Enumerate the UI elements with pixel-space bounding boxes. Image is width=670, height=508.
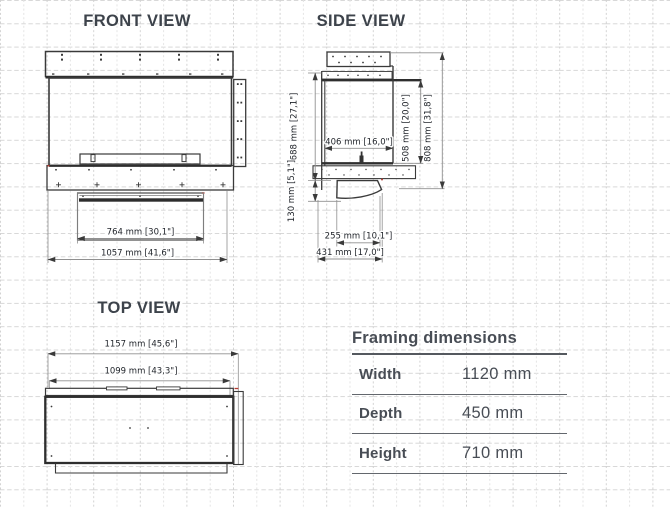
framing-table-title: Framing dimensions (352, 329, 567, 355)
dim-label-side-frame-height: 508 mm [20,0"] (401, 94, 412, 162)
row-value-depth: 450 mm (462, 404, 524, 423)
dim-label-side-body-height: 688 mm [27,1"] (289, 92, 300, 161)
table-row (352, 395, 567, 435)
dim-label-front-outer-width: 1057 mm [41,6"] (100, 248, 175, 259)
side-view-drawing (287, 52, 445, 263)
side-screw-dots (321, 56, 409, 176)
row-label-height: Height (359, 444, 407, 462)
side-view-title: SIDE VIEW (316, 12, 406, 30)
table-row (352, 355, 567, 395)
front-view-title: FRONT VIEW (83, 12, 191, 30)
dim-label-top-outer-width: 1157 mm [45,6"] (104, 339, 178, 350)
front-side-strip (234, 80, 246, 167)
top-screw-dots (51, 406, 228, 457)
dim-label-top-inner-width: 1099 mm [43,3"] (104, 366, 178, 377)
top-view-drawing (45, 340, 243, 474)
side-mount-strip (322, 72, 393, 80)
top-body (45, 397, 233, 463)
row-label-width: Width (359, 365, 402, 383)
front-lower-band (47, 166, 234, 191)
side-lower-band (313, 166, 416, 179)
dim-label-side-total-depth: 431 mm [17,0"] (316, 248, 384, 258)
front-screw-dots (52, 54, 242, 197)
front-view-drawing (46, 52, 246, 264)
row-value-height: 710 mm (462, 443, 524, 462)
row-label-depth: Depth (359, 405, 403, 423)
top-view-title: TOP VIEW (97, 299, 181, 317)
dim-label-side-lower-height: 130 mm [5,1"] (287, 159, 297, 223)
dim-label-side-body-depth: 406 mm [16,0"] (325, 137, 393, 148)
table-row (352, 434, 567, 474)
dim-label-front-inner-width: 764 mm [30,1"] (106, 227, 175, 238)
top-bottom-tray (56, 464, 228, 474)
dim-label-side-total-height: 808 mm [31,8"] (423, 94, 434, 162)
front-body (49, 78, 232, 166)
framing-dimensions-table (352, 329, 567, 474)
top-front-bar (46, 388, 234, 395)
row-value-width: 1120 mm (462, 364, 532, 383)
side-bottom-pan (337, 181, 382, 199)
side-top-box (327, 52, 390, 67)
side-red-mark (381, 179, 383, 181)
front-plus-markers (56, 182, 226, 187)
dim-label-side-pan-depth: 255 mm [10,1"] (324, 231, 393, 242)
